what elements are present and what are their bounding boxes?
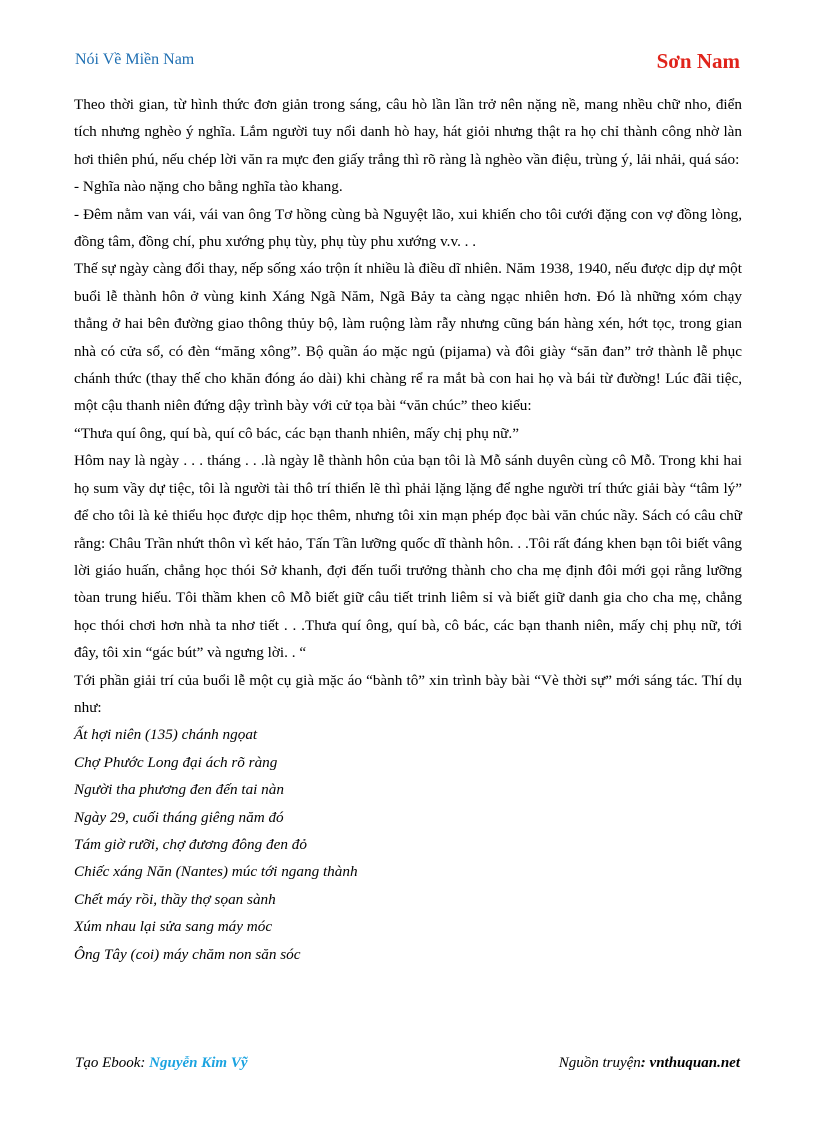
ebook-separator: : xyxy=(140,1055,150,1071)
source-site: vnthuquan.net xyxy=(649,1055,740,1071)
paragraph: Tới phần giải trí của buổi lễ một cụ già mặc áo “bành tô” xin trình bày bài “Vè thời sự” mới sáng tác. Thí dụ như: xyxy=(74,671,742,716)
paragraph: - Nghĩa nào nặng cho bằng nghĩa tào khang. xyxy=(74,178,343,196)
verse-line: Người tha phương đen đến tai nàn xyxy=(74,781,284,799)
paragraph: Hôm nay là ngày . . . tháng . . .là ngày lễ thành hôn của bạn tôi là Mỗ sánh duyên cùng cô Mỗ. Trong khi hai họ sum vầy dự tiệc, tôi là người tài thô trí thiển lẽ thì phải lặng lặng để nghe người trí thức giải bày “tâm lý” để cho tôi là kẻ thiểu học được dịp học thêm, nhưng tôi xin mạn phép đọc bài văn chúc nầy. Sách có câu chữ rằng: Châu Trần nhứt thôn vì kết hảo, Tấn Tần lưỡng quốc dĩ thành hôn. . .Tôi rất đáng khen bạn tôi biết vâng lời giáo huấn, chẳng học thói Sở khanh, đợi đến tuổi trưởng thành cho cha mẹ định đôi mới gọi rằng lưỡng tòan trung hiếu. Tôi thầm khen cô Mỗ biết giữ câu tiết trinh liêm sỉ và biết giữ danh gia cho cha mẹ, chẳng học thói chơi hơn nhà ta nhơ tiết . . .Thưa quí ông, quí bà, cô bác, các bạn thanh niên, mấy chị phụ nữ, tới đây, tôi xin “gác bút” và ngưng lời. . “ xyxy=(74,452,742,662)
verse-line: Chiếc xáng Năn (Nantes) múc tới ngang thành xyxy=(74,863,358,881)
verse-line: Tám giờ rưỡi, chợ đương đông đen đỏ xyxy=(74,835,307,853)
paragraph: “Thưa quí ông, quí bà, quí cô bác, các bạn thanh nhiên, mấy chị phụ nữ.” xyxy=(74,424,519,442)
paragraph: Thế sự ngày càng đổi thay, nếp sống xáo trộn ít nhiều là điều dĩ nhiên. Năm 1938, 1940, nếu được dịp dự một buổi lễ thành hôn ở vùng kinh Xáng Ngã Năm, Ngã Bảy ta càng ngạc nhiên hơn. Đó là những xóm chạy thẳng ở hai bên đường giao thông thủy bộ, làm ruộng làm rẫy nhưng cũng bán hàng xén, hớt tọc, trong gian nhà có cửa sổ, có đèn “măng xông”. Bộ quần áo mặc ngủ (pijama) và đôi giày “săn đan” trở thành lễ phục chánh thức (thay thế cho khăn đóng áo dài) khi chàng rể ra mắt bà con hai họ và bái từ đường! Lúc đãi tiệc, một cậu thanh niên đứng dậy trình bày với cử tọa bài “văn chúc” theo kiểu: xyxy=(74,260,742,415)
footer-ebook-credit xyxy=(75,1055,248,1072)
source-label: Nguồn truyện xyxy=(558,1055,641,1071)
ebook-label: Tạo Ebook xyxy=(75,1055,141,1071)
book-title: Nói Về Miền Nam xyxy=(75,51,195,68)
author-name: Sơn Nam xyxy=(656,49,740,73)
verse-line: Chết máy rồi, thầy thợ sọan sành xyxy=(74,890,276,908)
footer-source xyxy=(559,1055,740,1072)
verse-line: Chợ Phước Long đại ách rõ ràng xyxy=(74,753,278,771)
paragraph: - Đêm nằm van vái, vái van ông Tơ hồng cùng bà Nguyệt lão, xui khiến cho tôi cưới đặng con vợ đồng lòng, đồng tâm, đồng chí, phu xướng phụ tùy, phụ tùy phu xướng v.v. . . xyxy=(74,205,742,251)
verse-line: Ất hợi niên (135) chánh ngọat xyxy=(74,726,258,744)
page-body xyxy=(74,91,742,968)
source-separator: : xyxy=(640,1055,650,1071)
ebook-creator-name: Nguyễn Kim Vỹ xyxy=(149,1055,248,1071)
verse-line: Ông Tây (coi) máy chăm non săn sóc xyxy=(74,945,301,963)
paragraph: Theo thời gian, từ hình thức đơn giản trong sáng, câu hò lần lần trở nên nặng nề, mang nhều chữ nho, điển tích nhưng nghèo ý nghĩa. Lắm người tuy nổi danh hò hay, hát giỏi nhưng thật ra họ chỉ thành công nhờ làn hơi thiên phú, nếu chép lời văn ra mực đen giấy trắng thì rõ ràng là nghèo vần điệu, trùng ý, lải nhải, quá sáo: xyxy=(74,96,742,168)
verse-line: Xúm nhau lại sửa sang máy móc xyxy=(74,918,273,936)
verse-line: Ngày 29, cuối tháng giêng năm đó xyxy=(74,808,284,826)
